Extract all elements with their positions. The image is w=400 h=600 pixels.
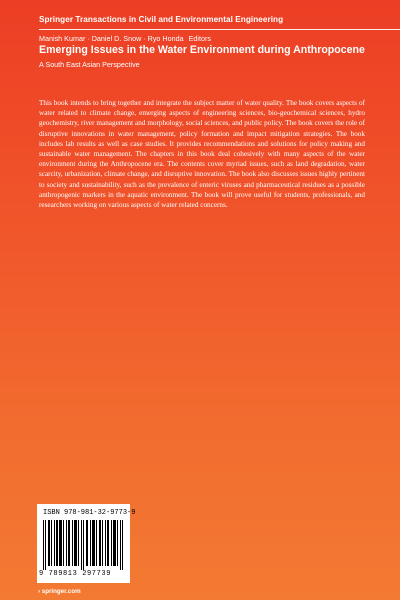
- isbn-barcode-box: [37, 504, 136, 583]
- editors-names: Manish Kumar · Daniel D. Snow · Ryo Honda: [39, 34, 184, 43]
- barcode-digits: 9 789813 297739: [39, 570, 112, 578]
- series-title: Springer Transactions in Civil and Environmental Engineering: [39, 15, 284, 24]
- publisher-website-link[interactable]: › springer.com: [38, 588, 81, 595]
- book-title: Emerging Issues in the Water Environment during Anthropocene: [39, 44, 365, 56]
- barcode-icon: [43, 520, 125, 570]
- isbn-label: ISBN 978-981-32-9773-9: [43, 509, 136, 517]
- editors-label: Editors: [188, 34, 211, 43]
- editors: [39, 34, 211, 43]
- book-description: This book intends to bring together and integrate the subject matter of water quality. The book covers aspects of water related to climate change, emerging aspects of engineering sciences, bio-geochemical sciences, hydro geochemistry, river management and morphology, social sciences, and public policy. The book covers the role of disruptive innovations in water management, policy formation and impact mitigation strategies. The book includes lab results as well as case studies. It provides recommendations and solutions for policy making and sustainable water management. The chapters in this book deal cohesively with many aspects of the water environment during the Anthropocene era. The contents cover myriad issues, such as land degradation, water scarcity, urbanization, climate change, and disruptive innovation. The book also discusses issues highly pertinent to society and sustainability, such as the prevalence of enteric viruses and pharmaceutical residues as a possible anthropogenic markers in the aquatic environment. The book will prove useful for students, professionals, and researchers working on various aspects of water related concerns.: [39, 99, 365, 210]
- book-subtitle: A South East Asian Perspective: [39, 60, 140, 69]
- divider: [39, 29, 400, 30]
